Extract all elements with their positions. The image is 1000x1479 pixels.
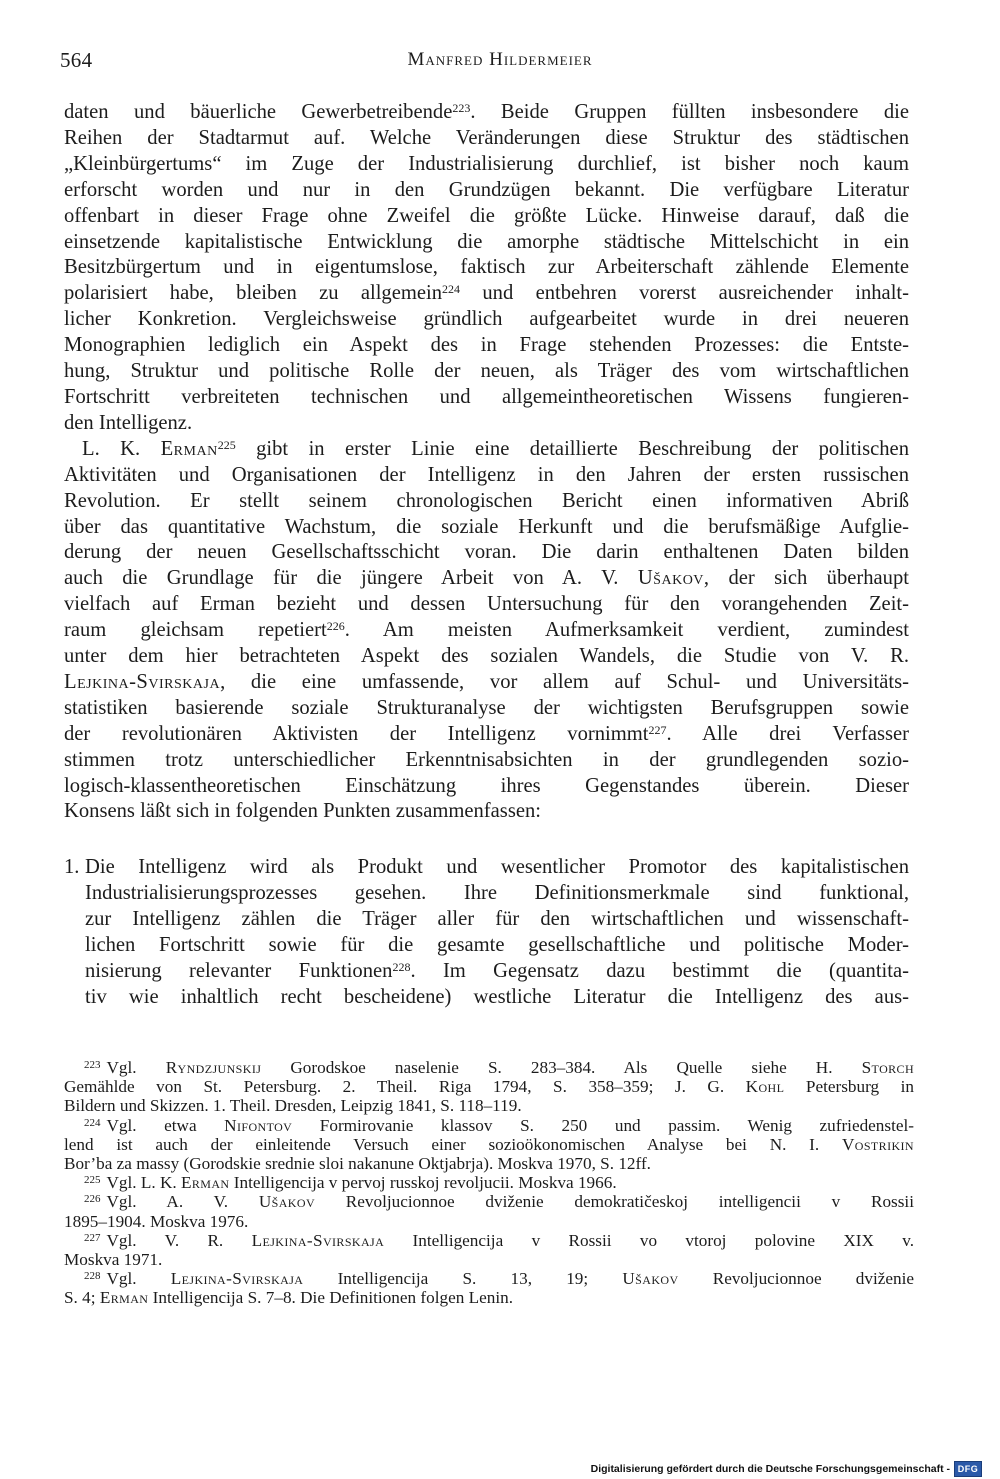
footnote-line: S. 4; Erman Intelligencija S. 7–8. Die Definitionen folgen Lenin. xyxy=(64,1288,514,1308)
text-line: über das quantitative Wachstum, die soziale Herkunft und die berufsmäßige Aufglie- xyxy=(64,515,909,538)
text-line: Revolution. Er stellt seinem chronologischen Bericht einen informativen Abriß xyxy=(64,489,909,512)
text-line: daten und bäuerliche Gewerbetreibende$^{223}$. Beide Gruppen füllten insbesondere die xyxy=(64,101,909,123)
funding-text: Digitalisierung gefördert durch die Deutsche Forschungsgemeinschaft - xyxy=(590,1463,950,1475)
footnote-ref-228[interactable]: 228 xyxy=(392,960,411,974)
footnote-224 xyxy=(64,1116,914,1174)
main-text xyxy=(64,100,909,1011)
text-line: Fortschritt verbreiteten technischen und allgemeintheoretischen Wissens fungieren- xyxy=(64,385,909,408)
list-number: 1. xyxy=(64,856,80,879)
page-number: 564 xyxy=(60,48,93,72)
text-line: Aktivitäten und Organisationen der Intelligenz in den Jahren der ersten russischen xyxy=(64,463,909,486)
footnote-line: 1895–1904. Moskva 1976. xyxy=(64,1211,249,1231)
text-line: polarisiert habe, bleiben zu allgemein$^{224}$ und entbehren vorerst ausreichender inhalt- xyxy=(64,282,910,305)
text-line: unter dem hier betrachteten Aspekt des sozialen Wandels, die Studie von V. R. xyxy=(64,645,909,668)
footnote-line: $^{225}$ Vgl. L. K. Erman Intelligencija v pervoj russkoj revoljucii. Moskva 1966. xyxy=(84,1173,617,1193)
text-line: zur Intelligenz zählen die Träger aller für den wirtschaftlichen und wissenschaft- xyxy=(85,908,909,931)
text-line: Monographien lediglich ein Aspekt des in Frage stehenden Prozesses: die Entste- xyxy=(64,334,909,357)
text-line: raum gleichsam repetiert$^{226}$. Am meisten Aufmerksamkeit verdient, zumindest xyxy=(64,619,909,642)
dfg-logo: DFG xyxy=(954,1461,982,1477)
text-line: tiv wie inhaltlich recht bescheidene) westliche Literatur die Intelligenz des aus- xyxy=(85,985,909,1008)
footnote-line: Bor’ba za massy (Gorodskie srednie sloi nakanune Oktjabrja). Moskva 1970, S. 12ff. xyxy=(64,1154,651,1174)
text-line: derung der neuen Gesellschaftsschicht voran. Die darin enthaltenen Daten bilden xyxy=(64,541,909,564)
text-line: hung, Struktur und politische Rolle der neuen, als Träger des vom wirtschaftlichen xyxy=(64,360,909,383)
running-head: Manfred Hildermeier xyxy=(407,49,593,70)
footnote-228 xyxy=(64,1269,914,1307)
text-line: vielfach auf Erman bezieht und dessen Untersuchung für den vorangehenden Zeit- xyxy=(64,593,909,616)
footnote-223 xyxy=(64,1058,914,1116)
text-line: licher Konkretion. Vergleichsweise gründlich aufgearbeitet wurde in drei neueren xyxy=(64,308,909,331)
text-line: Konsens läßt sich in folgenden Punkten zusammenfassen: xyxy=(64,800,541,823)
footnote-225 xyxy=(64,1173,914,1192)
text-line: nisierung relevanter Funktionen$^{228}$. Im Gegensatz dazu bestimmt die (quantita- xyxy=(85,960,909,982)
footnote-line: $^{224}$ Vgl. etwa Nifontov Formirovanie klassov S. 250 und passim. Wenig zufriedenstel- xyxy=(84,1115,914,1135)
text-line: einsetzende kapitalistische Entwicklung die amorphe städtische Mittelschicht in ein xyxy=(64,230,909,253)
text-line: Reihen der Stadtarmut auf. Welche Veränderungen diese Struktur des städtischen xyxy=(64,126,909,149)
text-line: der revolutionären Aktivisten der Intelligenz vornimmt$^{227}$. Alle drei Verfasser xyxy=(64,722,909,745)
footnote-line: $^{226}$ Vgl. A. V. Ušakov Revoljucionnoe dviženie demokratičeskoj intelligencii v Rossii xyxy=(84,1192,914,1212)
footnote-line: $^{228}$ Vgl. Lejkina-Svirskaja Intelligencija S. 13, 19; Ušakov Revoljucionnoe dviženie xyxy=(84,1269,914,1289)
text-line: Industrialisierungsprozesses gesehen. Ihre Definitionsmerkmale sind funktional, xyxy=(85,882,909,905)
footnote-226 xyxy=(64,1192,914,1230)
footnote-ref-225[interactable]: 225 xyxy=(217,437,236,452)
text-line: offenbart in dieser Frage ohne Zweifel die größte Lücke. Hinweise darauf, daß die xyxy=(64,204,909,227)
footnote-line: Gemählde von St. Petersburg. 2. Theil. Riga 1794, S. 358–359; J. G. Kohl Petersburg in xyxy=(64,1077,914,1097)
text-line: den Intelligenz. xyxy=(64,411,193,434)
text-line: Lejkina-Svirskaja, die eine umfassende, vor allem auf Schul- und Universitäts- xyxy=(64,670,909,693)
footnotes xyxy=(64,1058,914,1308)
footnote-line: Moskva 1971. xyxy=(64,1250,163,1270)
text-line: L. K. Erman$^{225}$ gibt in erster Linie eine detaillierte Beschreibung der politischen xyxy=(82,437,909,460)
list-item xyxy=(85,855,909,1010)
footnote-ref-224[interactable]: 224 xyxy=(442,282,461,297)
numbered-list xyxy=(64,855,909,1010)
paragraph-2-cont xyxy=(64,463,909,826)
footnote-227 xyxy=(64,1231,914,1269)
text-line: stimmen trotz unterschiedlicher Erkenntnisabsichten in der grundlegenden sozio- xyxy=(64,748,909,771)
footnote-ref-227[interactable]: 227 xyxy=(648,722,667,737)
text-line: Die Intelligenz wird als Produkt und wesentlicher Promotor des kapitalistischen xyxy=(85,856,909,879)
footnote-ref-226[interactable]: 226 xyxy=(326,619,345,634)
text-line: „Kleinbürgertums“ im Zuge der Industrialisierung durchlief, ist bisher noch kaum xyxy=(64,152,909,175)
text-line: lichen Fortschritt sowie für die gesamte gesellschaftliche und politische Moder- xyxy=(85,934,909,957)
text-line: erforscht worden und nur in den Grundzügen bekannt. Die verfügbare Literatur xyxy=(64,178,909,201)
footnote-ref-223[interactable]: 223 xyxy=(452,101,471,115)
text-line: Besitzbürgertum und in eigentumslose, faktisch zur Arbeiterschaft zählende Elemente xyxy=(64,256,909,279)
paragraph-1 xyxy=(64,100,909,437)
footnote-line: $^{223}$ Vgl. Ryndzjunskij Gorodskoe naselenie S. 283–384. Als Quelle siehe H. Storch xyxy=(84,1058,915,1077)
footnote-line: Bildern und Skizzen. 1. Theil. Dresden, Leipzig 1841, S. 118–119. xyxy=(64,1096,522,1116)
funding-notice xyxy=(591,1461,982,1477)
footnote-line: $^{227}$ Vgl. V. R. Lejkina-Svirskaja Intelligencija v Rossii vo vtoroj polovine XIX v. xyxy=(84,1230,914,1250)
footnote-line: lend ist auch der einleitende Versuch einer sozioökonomischen Analyse bei N. I. Vostrikin xyxy=(64,1134,914,1154)
paragraph-2 xyxy=(64,437,909,463)
text-line: auch die Grundlage für die jüngere Arbeit von A. V. Ušakov, der sich überhaupt xyxy=(64,567,909,590)
text-line: logisch-klassentheoretischen Einschätzung ihres Gegenstandes überein. Dieser xyxy=(64,774,909,797)
text-line: statistiken basierende soziale Strukturanalyse der wichtigsten Berufsgruppen sowie xyxy=(64,696,909,719)
